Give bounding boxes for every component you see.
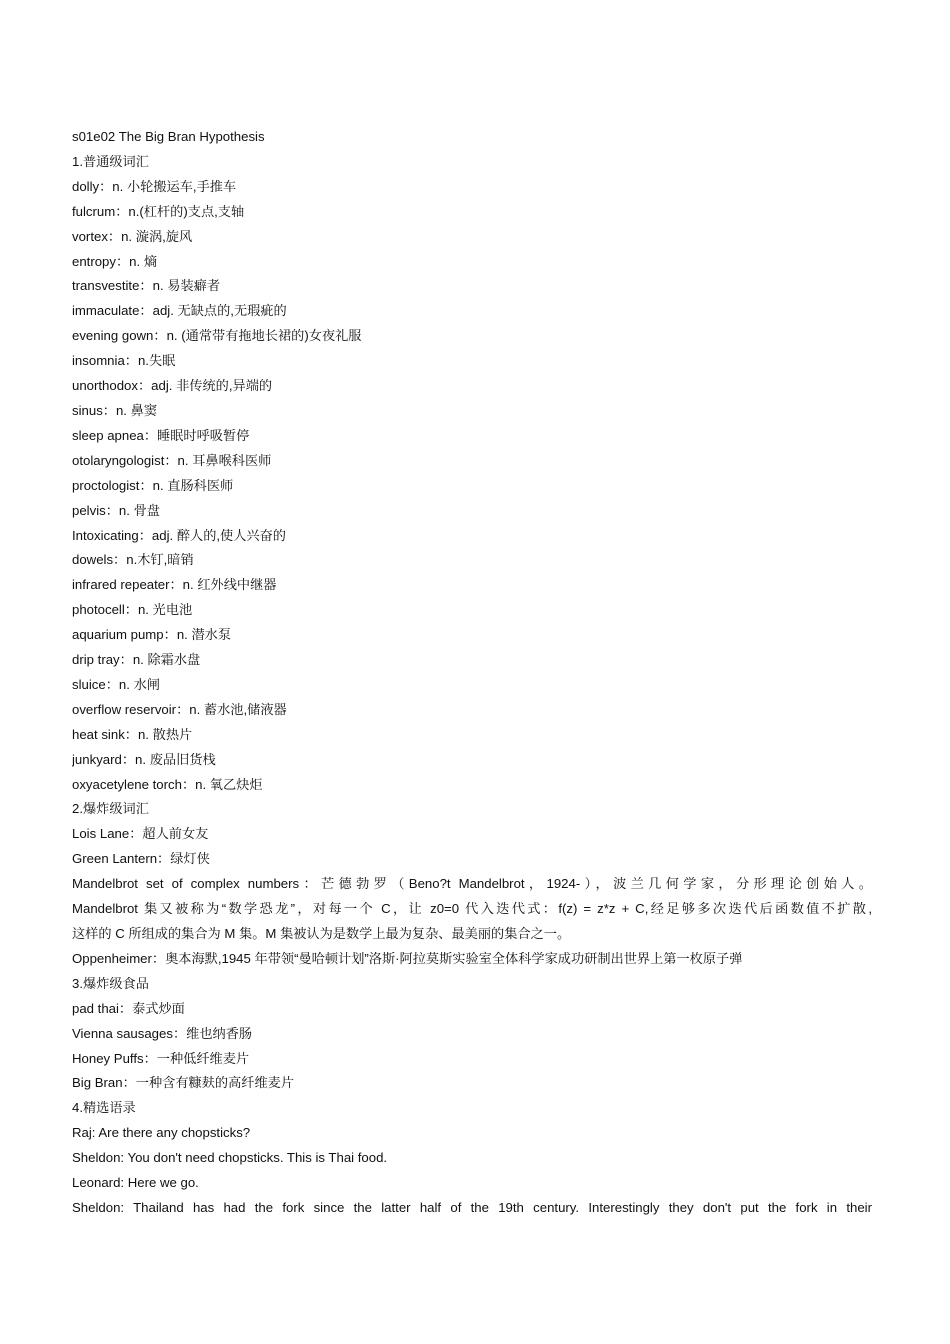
text-line: Leonard: Here we go. [72, 1175, 199, 1191]
text-line: heat sink：n. 散热片 [72, 726, 193, 742]
text-line: Big Bran：一种含有糠麸的高纤维麦片 [72, 1075, 295, 1091]
text-line: Mandelbrot 集又被称为“数学恐龙”，对每一个 C，让 z0=0 代入迭代式：f(z) = z*z + C,经足够多次迭代后函数值不扩散, [72, 901, 872, 917]
text-line: insomnia：n.失眠 [72, 353, 176, 369]
text-line: otolaryngologist：n. 耳鼻喉科医师 [72, 452, 272, 468]
text-line: entropy：n. 熵 [72, 253, 158, 269]
text-line: immaculate：adj. 无缺点的,无瑕疵的 [72, 303, 287, 319]
text-line: dowels：n.木钉,暗销 [72, 552, 194, 568]
text-line: Oppenheimer：奥本海默,1945 年带领“曼哈顿计划”洛斯·阿拉莫斯实验室全体科学家成功研制出世界上第一枚原子弹 [72, 950, 743, 966]
text-line: drip tray：n. 除霜水盘 [72, 652, 201, 668]
text-line: unorthodox：adj. 非传统的,异端的 [72, 378, 273, 394]
text-line: fulcrum：n.(杠杆的)支点,支轴 [72, 203, 245, 219]
text-line: aquarium pump：n. 潜水泵 [72, 627, 232, 643]
text-line: Mandelbrot set of complex numbers：芒德勃罗（Beno?t Mandelbrot，1924-），波兰几何学家，分形理论创始人。 [72, 876, 872, 892]
text-line: evening gown：n. (通常带有拖地长裙的)女夜礼服 [72, 328, 362, 344]
text-line: 3.爆炸级食品 [72, 975, 149, 991]
document-title: s01e02 The Big Bran Hypothesis [72, 129, 265, 144]
text-line: sinus：n. 鼻窦 [72, 402, 158, 418]
text-line: oxyacetylene torch：n. 氧乙炔炬 [72, 776, 263, 792]
text-line: Raj: Are there any chopsticks? [72, 1125, 251, 1141]
document-page [72, 127, 872, 1223]
text-line: Sheldon: Thailand has had the fork since the latter half of the 19th century. Interestingly they don't put the fork in their [72, 1199, 872, 1215]
text-line: pad thai：泰式炒面 [72, 1000, 185, 1016]
text-line: transvestite：n. 易装癖者 [72, 278, 221, 294]
text-line: 2.爆炸级词汇 [72, 801, 149, 817]
text-line: Vienna sausages：维也纳香肠 [72, 1025, 253, 1041]
text-line: Sheldon: You don't need chopsticks. This is Thai food. [72, 1150, 388, 1166]
text-line: overflow reservoir：n. 蓄水池,储液器 [72, 701, 287, 717]
text-line: infrared repeater：n. 红外线中继器 [72, 577, 277, 593]
text-line: dolly：n. 小轮搬运车,手推车 [72, 178, 237, 194]
text-line: Honey Puffs：一种低纤维麦片 [72, 1050, 250, 1066]
text-line: 这样的 C 所组成的集合为 M 集。M 集被认为是数学上最为复杂、最美丽的集合之一。 [72, 926, 571, 941]
text-line: proctologist：n. 直肠科医师 [72, 477, 234, 493]
text-line: pelvis：n. 骨盘 [72, 502, 160, 518]
text-line: 1.普通级词汇 [72, 153, 149, 169]
text-line: junkyard：n. 废品旧货栈 [72, 751, 216, 767]
text-line: photocell：n. 光电池 [72, 602, 193, 618]
text-line: Lois Lane：超人前女友 [72, 826, 209, 842]
text-line: sleep apnea：睡眠时呼吸暂停 [72, 427, 250, 443]
text-line: Intoxicating：adj. 醉人的,使人兴奋的 [72, 527, 286, 543]
text-line: vortex：n. 漩涡,旋风 [72, 228, 193, 244]
text-line: 4.精选语录 [72, 1100, 136, 1116]
text-line: sluice：n. 水闸 [72, 676, 160, 692]
document-body [72, 152, 872, 1223]
text-line: Green Lantern：绿灯侠 [72, 851, 210, 867]
